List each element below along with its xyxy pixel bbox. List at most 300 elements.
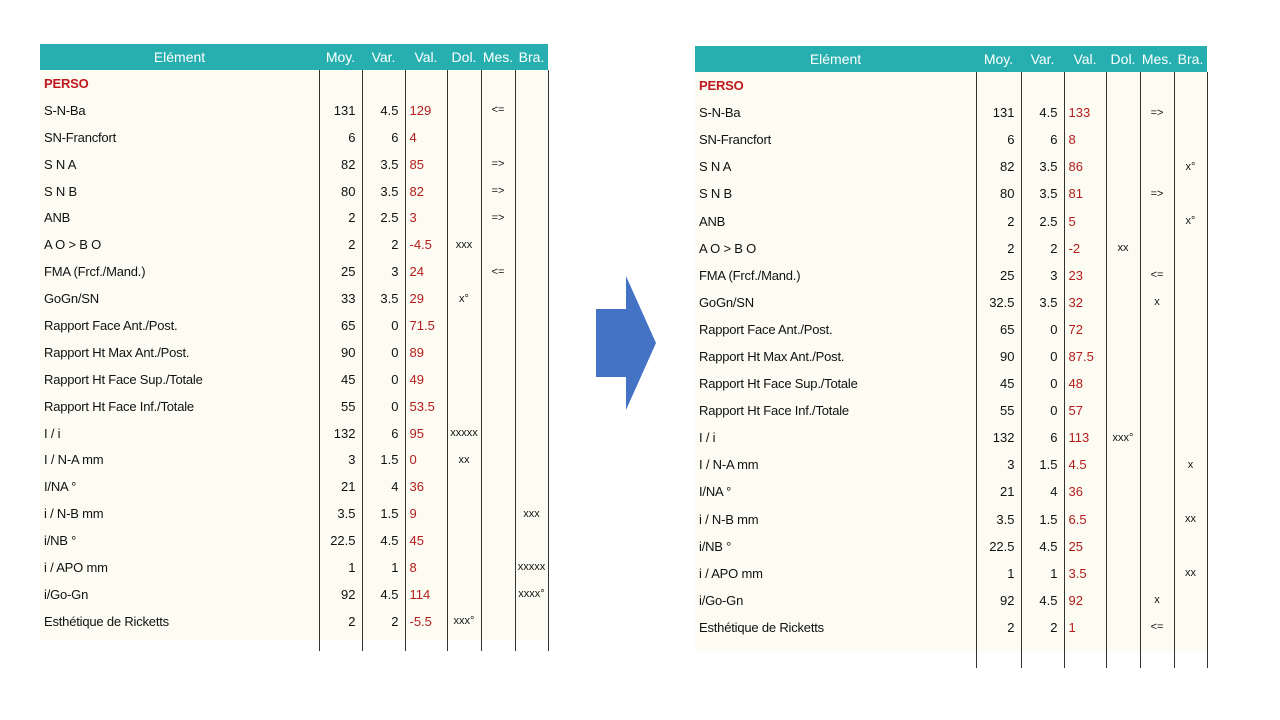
cell-dol bbox=[447, 258, 481, 285]
cell-val: 82 bbox=[405, 178, 447, 205]
cell-element: A O > B O bbox=[699, 240, 757, 256]
group-row bbox=[40, 70, 548, 97]
table-row bbox=[40, 446, 548, 473]
cell-mes bbox=[481, 527, 515, 554]
cell-moy: 21 bbox=[976, 478, 1021, 505]
cell-moy: 25 bbox=[319, 258, 362, 285]
cell-bra bbox=[515, 124, 548, 151]
cell-bra bbox=[515, 473, 548, 500]
cell-var: 2 bbox=[1021, 614, 1064, 641]
cell-var: 3 bbox=[362, 258, 405, 285]
header-dol: Dol. bbox=[1106, 46, 1140, 72]
arrow-right-icon bbox=[596, 276, 656, 410]
cell-moy: 80 bbox=[319, 178, 362, 205]
cell-mes: <= bbox=[481, 258, 515, 285]
cell-moy: 1 bbox=[976, 560, 1021, 587]
cell-mes bbox=[481, 339, 515, 366]
cell-var: 0 bbox=[1021, 397, 1064, 424]
cell-val: 45 bbox=[405, 527, 447, 554]
cell-var: 2 bbox=[362, 608, 405, 635]
table-row bbox=[695, 533, 1207, 560]
cell-val: 25 bbox=[1064, 533, 1106, 560]
cell-val: 53.5 bbox=[405, 393, 447, 420]
cell-moy: 80 bbox=[976, 180, 1021, 207]
cell-val: 32 bbox=[1064, 289, 1106, 316]
cell-bra bbox=[1174, 289, 1207, 316]
cell-bra bbox=[515, 366, 548, 393]
table-row bbox=[695, 614, 1207, 641]
cell-element: ANB bbox=[44, 210, 71, 226]
cell-element: Rapport Ht Face Sup./Totale bbox=[44, 371, 203, 387]
cell-dol: xx bbox=[447, 446, 481, 473]
cell-dol bbox=[1106, 533, 1140, 560]
cell-bra: xxxx° bbox=[515, 581, 548, 608]
cell-var: 0 bbox=[362, 366, 405, 393]
table-header-row bbox=[40, 44, 548, 70]
cell-dol bbox=[1106, 99, 1140, 126]
cell-val: 92 bbox=[1064, 587, 1106, 614]
cell-dol bbox=[447, 366, 481, 393]
cell-val: -4.5 bbox=[405, 231, 447, 258]
table-row bbox=[40, 500, 548, 527]
cell-moy: 65 bbox=[976, 316, 1021, 343]
table-row bbox=[695, 99, 1207, 126]
header-bra: Bra. bbox=[1174, 46, 1207, 72]
cell-moy: 90 bbox=[976, 343, 1021, 370]
group-row bbox=[695, 72, 1207, 99]
cell-mes: <= bbox=[1140, 262, 1174, 289]
cell-bra bbox=[1174, 370, 1207, 397]
cell-val: 8 bbox=[1064, 126, 1106, 153]
cell-var: 3.5 bbox=[362, 285, 405, 312]
cell-val: 23 bbox=[1064, 262, 1106, 289]
cell-moy: 1 bbox=[319, 554, 362, 581]
cell-moy: 2 bbox=[319, 608, 362, 635]
cell-dol bbox=[1106, 587, 1140, 614]
table-row bbox=[40, 339, 548, 366]
cell-moy: 25 bbox=[976, 262, 1021, 289]
cell-mes bbox=[481, 500, 515, 527]
cell-var: 1.5 bbox=[362, 500, 405, 527]
cell-element: S-N-Ba bbox=[44, 102, 86, 118]
cell-val: 49 bbox=[405, 366, 447, 393]
cell-dol bbox=[1106, 316, 1140, 343]
cell-mes bbox=[481, 285, 515, 312]
cell-val: 85 bbox=[405, 151, 447, 178]
table-row bbox=[695, 424, 1207, 451]
cell-dol bbox=[1106, 343, 1140, 370]
cell-var: 6 bbox=[362, 420, 405, 447]
cell-mes bbox=[1140, 478, 1174, 505]
cell-element: FMA (Frcf./Mand.) bbox=[699, 267, 801, 283]
cell-element: ANB bbox=[699, 213, 726, 229]
cell-element: GoGn/SN bbox=[699, 294, 754, 310]
cell-mes bbox=[1140, 451, 1174, 478]
table-row bbox=[695, 235, 1207, 262]
cell-mes bbox=[481, 393, 515, 420]
cell-element: FMA (Frcf./Mand.) bbox=[44, 264, 146, 280]
cell-val: 57 bbox=[1064, 397, 1106, 424]
cell-moy: 22.5 bbox=[976, 533, 1021, 560]
cell-bra bbox=[515, 151, 548, 178]
cell-bra bbox=[1174, 397, 1207, 424]
cell-dol bbox=[447, 124, 481, 151]
cell-bra bbox=[1174, 424, 1207, 451]
cell-moy: 132 bbox=[976, 424, 1021, 451]
cell-val: 114 bbox=[405, 581, 447, 608]
cell-bra bbox=[1174, 533, 1207, 560]
table-row bbox=[695, 560, 1207, 587]
cell-mes bbox=[481, 366, 515, 393]
cell-element: I / i bbox=[699, 430, 716, 446]
cell-var: 4.5 bbox=[362, 581, 405, 608]
cell-mes bbox=[481, 231, 515, 258]
header-mes: Mes. bbox=[1140, 46, 1174, 72]
cell-element: S-N-Ba bbox=[699, 105, 741, 121]
cell-val: 3 bbox=[405, 204, 447, 231]
cell-dol bbox=[447, 581, 481, 608]
cell-val: 9 bbox=[405, 500, 447, 527]
cell-element: i / N-B mm bbox=[44, 506, 104, 522]
cell-var: 4.5 bbox=[362, 97, 405, 124]
cell-var: 4.5 bbox=[1021, 533, 1064, 560]
cell-dol bbox=[447, 151, 481, 178]
table-row bbox=[40, 285, 548, 312]
cell-mes: => bbox=[1140, 180, 1174, 207]
cell-element: Rapport Ht Face Inf./Totale bbox=[44, 398, 194, 414]
cell-moy: 132 bbox=[319, 420, 362, 447]
cell-var: 2.5 bbox=[362, 204, 405, 231]
table-row bbox=[695, 180, 1207, 207]
cell-moy: 6 bbox=[976, 126, 1021, 153]
right-analysis-table-panel bbox=[695, 46, 1207, 652]
header-val: Val. bbox=[1064, 46, 1106, 72]
header-moy: Moy. bbox=[319, 44, 362, 70]
cell-element: I/NA ° bbox=[699, 484, 732, 500]
cell-val: 48 bbox=[1064, 370, 1106, 397]
cell-bra: xxxxx bbox=[515, 554, 548, 581]
table-row bbox=[40, 178, 548, 205]
cell-element: Rapport Ht Max Ant./Post. bbox=[44, 344, 190, 360]
cell-mes: <= bbox=[1140, 614, 1174, 641]
cell-var: 1 bbox=[1021, 560, 1064, 587]
cell-var: 3 bbox=[1021, 262, 1064, 289]
table-row bbox=[695, 587, 1207, 614]
cell-val: 36 bbox=[405, 473, 447, 500]
table-header-row bbox=[695, 46, 1207, 72]
cell-moy: 92 bbox=[976, 587, 1021, 614]
cell-moy: 45 bbox=[319, 366, 362, 393]
cell-var: 4 bbox=[1021, 478, 1064, 505]
table-row bbox=[695, 397, 1207, 424]
table-row bbox=[695, 126, 1207, 153]
cell-bra: xxx bbox=[515, 500, 548, 527]
cell-moy: 82 bbox=[976, 153, 1021, 180]
cell-element: I/NA ° bbox=[44, 479, 77, 495]
cell-var: 6 bbox=[1021, 424, 1064, 451]
cell-val: 81 bbox=[1064, 180, 1106, 207]
cell-var: 3.5 bbox=[1021, 180, 1064, 207]
cell-mes bbox=[1140, 424, 1174, 451]
cell-moy: 3.5 bbox=[976, 506, 1021, 533]
cell-var: 0 bbox=[1021, 343, 1064, 370]
cell-var: 6 bbox=[362, 124, 405, 151]
cell-element: S N A bbox=[699, 159, 732, 175]
table-row bbox=[695, 153, 1207, 180]
cell-bra bbox=[515, 393, 548, 420]
cell-mes bbox=[481, 312, 515, 339]
cell-var: 4 bbox=[362, 473, 405, 500]
cell-moy: 3 bbox=[976, 451, 1021, 478]
cell-element: i / APO mm bbox=[699, 565, 763, 581]
cell-var: 0 bbox=[1021, 316, 1064, 343]
cell-moy: 55 bbox=[319, 393, 362, 420]
cell-val: 6.5 bbox=[1064, 506, 1106, 533]
table-row bbox=[40, 204, 548, 231]
header-element: Elément bbox=[695, 46, 976, 72]
cell-val: 0 bbox=[405, 446, 447, 473]
cell-mes bbox=[1140, 343, 1174, 370]
cell-dol bbox=[447, 178, 481, 205]
header-bra: Bra. bbox=[515, 44, 548, 70]
cell-moy: 2 bbox=[319, 204, 362, 231]
header-element: Elément bbox=[40, 44, 319, 70]
table-row bbox=[40, 393, 548, 420]
cell-mes: => bbox=[1140, 99, 1174, 126]
cell-mes: x bbox=[1140, 587, 1174, 614]
cell-moy: 131 bbox=[976, 99, 1021, 126]
cell-dol bbox=[447, 554, 481, 581]
table-row bbox=[695, 262, 1207, 289]
cell-moy: 22.5 bbox=[319, 527, 362, 554]
cell-val: 1 bbox=[1064, 614, 1106, 641]
cell-mes: => bbox=[481, 151, 515, 178]
cell-mes: => bbox=[481, 178, 515, 205]
cell-dol bbox=[447, 312, 481, 339]
cell-moy: 2 bbox=[976, 207, 1021, 234]
header-var: Var. bbox=[362, 44, 405, 70]
table-row bbox=[695, 451, 1207, 478]
table-row bbox=[695, 289, 1207, 316]
cell-var: 4.5 bbox=[1021, 99, 1064, 126]
cell-moy: 2 bbox=[319, 231, 362, 258]
header-mes: Mes. bbox=[481, 44, 515, 70]
cell-mes bbox=[1140, 153, 1174, 180]
cell-val: 95 bbox=[405, 420, 447, 447]
cell-mes bbox=[1140, 370, 1174, 397]
cell-bra bbox=[515, 608, 548, 635]
left-analysis-table-panel bbox=[40, 44, 548, 640]
left-analysis-table bbox=[40, 44, 549, 651]
cell-dol bbox=[1106, 126, 1140, 153]
cell-dol bbox=[1106, 262, 1140, 289]
cell-moy: 6 bbox=[319, 124, 362, 151]
cell-moy: 55 bbox=[976, 397, 1021, 424]
cell-moy: 21 bbox=[319, 473, 362, 500]
table-row bbox=[40, 97, 548, 124]
cell-val: 129 bbox=[405, 97, 447, 124]
cell-element: I / i bbox=[44, 425, 61, 441]
cell-element: Rapport Ht Max Ant./Post. bbox=[699, 348, 845, 364]
cell-bra bbox=[515, 258, 548, 285]
cell-dol bbox=[1106, 370, 1140, 397]
cell-dol bbox=[1106, 506, 1140, 533]
cell-dol bbox=[447, 500, 481, 527]
cell-var: 3.5 bbox=[362, 151, 405, 178]
cell-moy: 2 bbox=[976, 614, 1021, 641]
table-row bbox=[695, 370, 1207, 397]
cell-mes bbox=[1140, 207, 1174, 234]
cell-var: 2 bbox=[362, 231, 405, 258]
cell-dol bbox=[1106, 153, 1140, 180]
cell-bra bbox=[515, 178, 548, 205]
cell-element: Esthétique de Ricketts bbox=[44, 613, 169, 629]
cell-var: 6 bbox=[1021, 126, 1064, 153]
table-row bbox=[40, 312, 548, 339]
table-row bbox=[40, 124, 548, 151]
cell-var: 0 bbox=[1021, 370, 1064, 397]
cell-moy: 82 bbox=[319, 151, 362, 178]
cell-var: 4.5 bbox=[362, 527, 405, 554]
cell-element: i/Go-Gn bbox=[699, 592, 744, 608]
cell-mes bbox=[1140, 506, 1174, 533]
cell-element: A O > B O bbox=[44, 237, 102, 253]
cell-bra bbox=[515, 420, 548, 447]
cell-bra bbox=[515, 204, 548, 231]
cell-var: 0 bbox=[362, 339, 405, 366]
cell-element: S N A bbox=[44, 156, 77, 172]
cell-dol bbox=[1106, 180, 1140, 207]
cell-dol bbox=[1106, 478, 1140, 505]
cell-bra bbox=[515, 285, 548, 312]
cell-element: Rapport Face Ant./Post. bbox=[699, 321, 833, 337]
table-row bbox=[40, 581, 548, 608]
cell-val: 3.5 bbox=[1064, 560, 1106, 587]
cell-val: -2 bbox=[1064, 235, 1106, 262]
cell-bra bbox=[515, 231, 548, 258]
cell-moy: 32.5 bbox=[976, 289, 1021, 316]
cell-bra: x° bbox=[1174, 207, 1207, 234]
cell-bra bbox=[515, 97, 548, 124]
table-row bbox=[40, 420, 548, 447]
cell-moy: 3 bbox=[319, 446, 362, 473]
table-row bbox=[40, 366, 548, 393]
cell-element: i/NB ° bbox=[44, 533, 77, 549]
cell-dol bbox=[1106, 397, 1140, 424]
cell-dol bbox=[447, 393, 481, 420]
table-row bbox=[40, 231, 548, 258]
table-row bbox=[695, 478, 1207, 505]
cell-val: 4.5 bbox=[1064, 451, 1106, 478]
cell-dol bbox=[447, 204, 481, 231]
cell-var: 0 bbox=[362, 393, 405, 420]
cell-dol: xx bbox=[1106, 235, 1140, 262]
cell-val: 5 bbox=[1064, 207, 1106, 234]
group-label: PERSO bbox=[44, 75, 89, 91]
cell-mes: => bbox=[481, 204, 515, 231]
cell-dol bbox=[447, 97, 481, 124]
table-row bbox=[40, 527, 548, 554]
cell-var: 1.5 bbox=[362, 446, 405, 473]
cell-val: 89 bbox=[405, 339, 447, 366]
cell-val: 133 bbox=[1064, 99, 1106, 126]
cell-dol bbox=[1106, 614, 1140, 641]
group-label: PERSO bbox=[699, 78, 744, 94]
cell-bra bbox=[1174, 614, 1207, 641]
cell-val: 87.5 bbox=[1064, 343, 1106, 370]
cell-val: 72 bbox=[1064, 316, 1106, 343]
cell-dol: x° bbox=[447, 285, 481, 312]
cell-bra bbox=[1174, 262, 1207, 289]
cell-dol bbox=[447, 527, 481, 554]
cell-val: 8 bbox=[405, 554, 447, 581]
cell-var: 3.5 bbox=[362, 178, 405, 205]
cell-var: 2.5 bbox=[1021, 207, 1064, 234]
cell-mes bbox=[1140, 533, 1174, 560]
cell-val: 71.5 bbox=[405, 312, 447, 339]
table-row bbox=[40, 473, 548, 500]
cell-bra bbox=[1174, 587, 1207, 614]
arrow-shape bbox=[596, 276, 656, 410]
cell-mes bbox=[1140, 126, 1174, 153]
cell-var: 2 bbox=[1021, 235, 1064, 262]
cell-val: 4 bbox=[405, 124, 447, 151]
filler-row bbox=[40, 635, 548, 651]
cell-bra bbox=[515, 527, 548, 554]
cell-mes: <= bbox=[481, 97, 515, 124]
cell-dol bbox=[1106, 560, 1140, 587]
cell-element: I / N-A mm bbox=[699, 457, 759, 473]
cell-mes bbox=[481, 608, 515, 635]
cell-val: 24 bbox=[405, 258, 447, 285]
cell-bra: x bbox=[1174, 451, 1207, 478]
table-row bbox=[695, 316, 1207, 343]
cell-element: i/NB ° bbox=[699, 538, 732, 554]
cell-dol: xxx° bbox=[1106, 424, 1140, 451]
cell-var: 1.5 bbox=[1021, 506, 1064, 533]
cell-moy: 92 bbox=[319, 581, 362, 608]
table-row bbox=[40, 608, 548, 635]
cell-dol bbox=[1106, 207, 1140, 234]
cell-bra bbox=[1174, 343, 1207, 370]
cell-bra bbox=[1174, 235, 1207, 262]
cell-var: 3.5 bbox=[1021, 289, 1064, 316]
cell-bra bbox=[1174, 99, 1207, 126]
cell-moy: 33 bbox=[319, 285, 362, 312]
cell-mes bbox=[481, 446, 515, 473]
cell-element: S N B bbox=[699, 186, 732, 202]
table-row bbox=[40, 151, 548, 178]
cell-mes bbox=[1140, 397, 1174, 424]
cell-moy: 65 bbox=[319, 312, 362, 339]
cell-bra bbox=[515, 339, 548, 366]
cell-mes bbox=[1140, 235, 1174, 262]
header-moy: Moy. bbox=[976, 46, 1021, 72]
header-val: Val. bbox=[405, 44, 447, 70]
table-row bbox=[40, 554, 548, 581]
cell-mes bbox=[1140, 560, 1174, 587]
cell-dol: xxxxx bbox=[447, 420, 481, 447]
cell-bra bbox=[515, 312, 548, 339]
cell-val: 29 bbox=[405, 285, 447, 312]
cell-mes bbox=[481, 581, 515, 608]
cell-mes: x bbox=[1140, 289, 1174, 316]
cell-element: Rapport Face Ant./Post. bbox=[44, 317, 178, 333]
cell-bra bbox=[1174, 478, 1207, 505]
cell-mes bbox=[481, 420, 515, 447]
cell-element: SN-Francfort bbox=[699, 132, 772, 148]
cell-var: 0 bbox=[362, 312, 405, 339]
